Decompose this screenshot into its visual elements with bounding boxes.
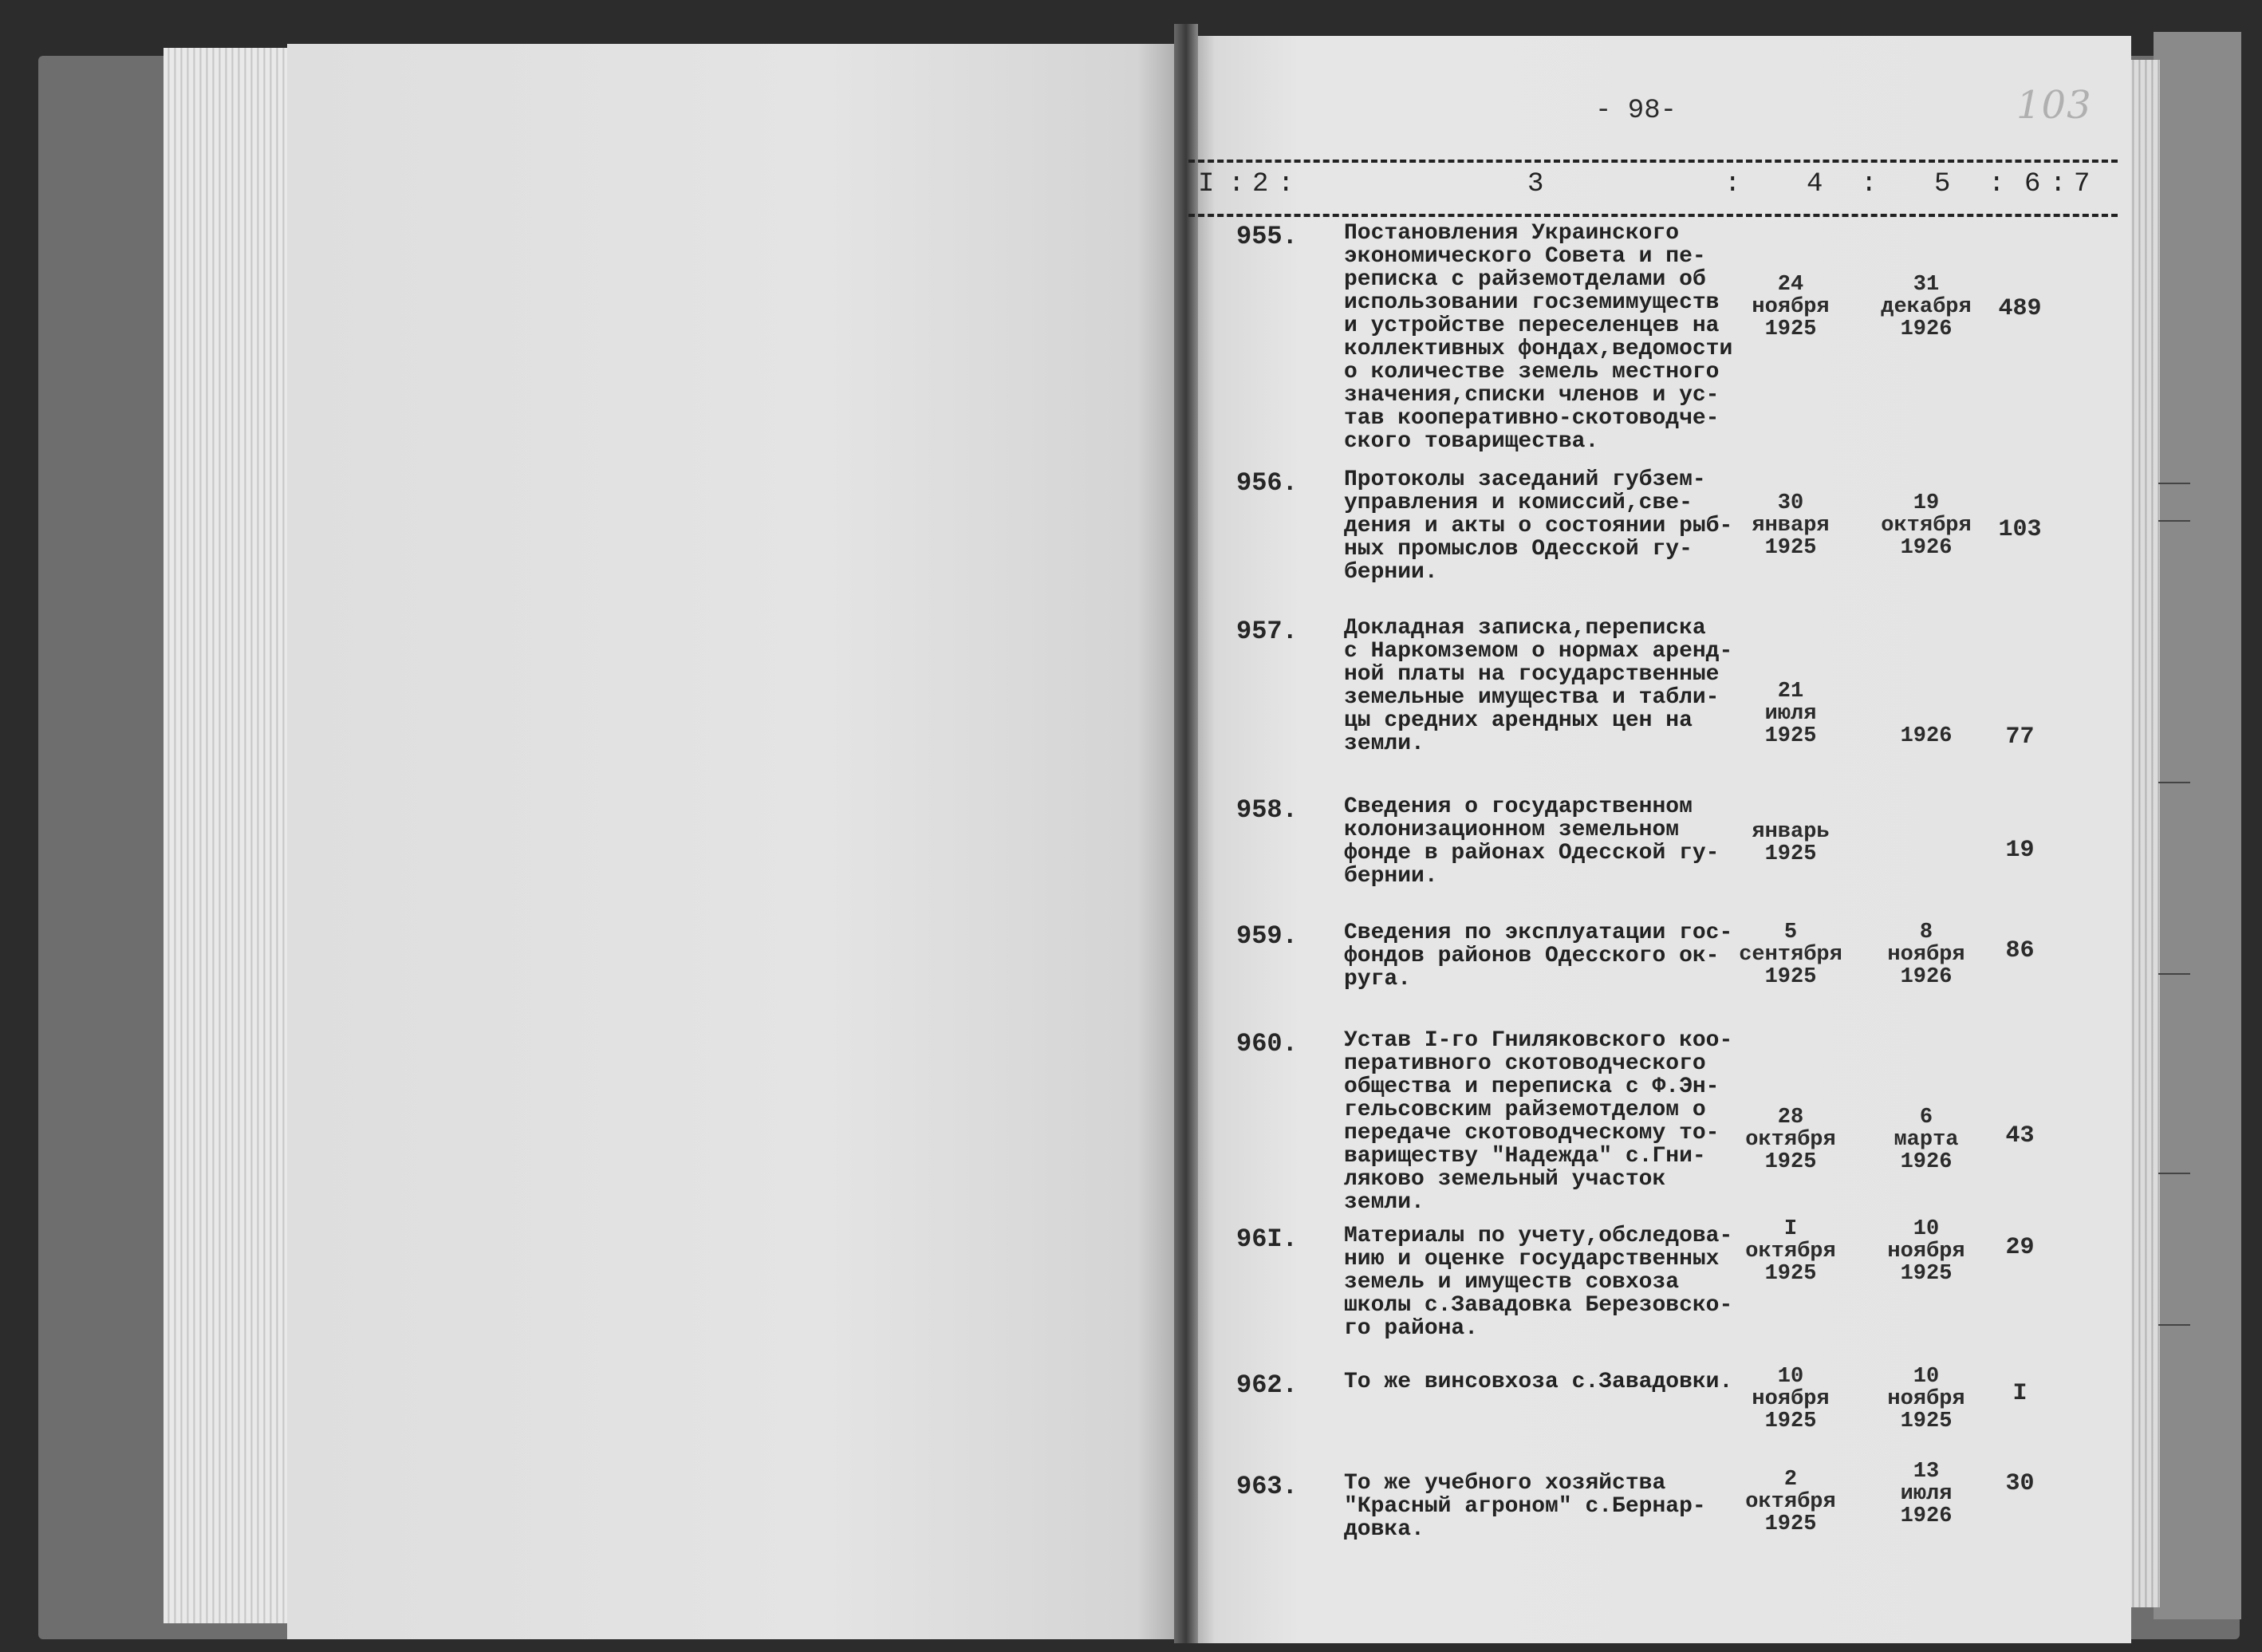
- entry-title: Сведения о государственном колонизационном земельном фонде в районах Одесской гу- бернии.: [1344, 794, 1720, 889]
- entry-end-date: 8 ноября 1926: [1887, 921, 1965, 989]
- entry-start-date: 5 сентября 1925: [1739, 921, 1842, 989]
- entry-sheet-count: 30: [2005, 1470, 2035, 1497]
- cover-edge: [2154, 32, 2241, 1619]
- entry-end-date: 19 октября 1926: [1881, 491, 1972, 560]
- col-header-1: I: [1198, 169, 1215, 199]
- entry-start-date: январь 1925: [1752, 820, 1830, 866]
- margin-mark: [2158, 973, 2190, 975]
- entry-number: 962.: [1236, 1370, 1298, 1400]
- entry-number: 955.: [1236, 222, 1298, 251]
- entry-start-date: 24 ноября 1925: [1752, 273, 1830, 341]
- entry-title: Докладная записка,переписка с Наркомземом о нормах аренд- ной платы на государственные земельные имущества и табли- цы средних арендных цен на земли.: [1344, 616, 1733, 756]
- col-header-5: 5: [1934, 169, 1951, 199]
- entry-number: 963.: [1236, 1472, 1298, 1501]
- entry-sheet-count: 489: [1998, 295, 2042, 322]
- entry-title: То же винсовхоза с.Завадовки.: [1344, 1370, 1733, 1394]
- entry-sheet-count: 77: [2005, 723, 2035, 751]
- entry-number: 960.: [1236, 1029, 1298, 1059]
- entry-end-date: 13 июля 1926: [1900, 1460, 1953, 1528]
- entry-start-date: 21 июля 1925: [1764, 680, 1817, 748]
- header-bottom-rule: [1188, 214, 2118, 217]
- blank-left-page: [287, 44, 1182, 1639]
- entry-end-date: 1926: [1900, 724, 1953, 748]
- col-sep: :: [1861, 169, 1878, 199]
- entry-end-date: 6 марта 1926: [1894, 1106, 1959, 1174]
- entry-title: Постановления Украинского экономического Совета и пе- реписка с райземотделами об использовании госземимуществ и устройстве переселенцев на коллективных фондах,ведомости о количестве земель местного значения,списки членов и ус- тав кооперативно-скотоводче- ского товарищества.: [1344, 221, 1733, 454]
- col-sep: :: [2050, 169, 2067, 199]
- entry-sheet-count: 29: [2005, 1234, 2035, 1261]
- entry-start-date: 28 октября 1925: [1745, 1106, 1836, 1174]
- entry-title: То же учебного хозяйства "Красный агроном" с.Бернар- довка.: [1344, 1471, 1706, 1542]
- col-header-6: 6: [2024, 169, 2041, 199]
- entry-number: 96I.: [1236, 1224, 1298, 1254]
- book-spine: [1174, 24, 1198, 1643]
- entry-title: Протоколы заседаний губзем- управления и комиссий,све- дения и акты о состоянии рыб- ных промыслов Одесской гу- бернии.: [1344, 467, 1733, 585]
- entry-sheet-count: 86: [2005, 937, 2035, 964]
- entry-title: Сведения по эксплуатации гос- фондов районов Одесского ок- руга.: [1344, 921, 1733, 992]
- entry-number: 959.: [1236, 921, 1298, 951]
- margin-mark: [2158, 520, 2190, 522]
- margin-mark: [2158, 1173, 2190, 1174]
- entry-sheet-count: 19: [2005, 837, 2035, 864]
- entry-number: 958.: [1236, 795, 1298, 825]
- entry-start-date: 10 ноября 1925: [1752, 1365, 1830, 1433]
- margin-mark: [2158, 782, 2190, 783]
- margin-mark: [2158, 483, 2190, 484]
- entry-title: Устав I-го Гниляковского коо- перативного скотоводческого общества и переписка с Ф.Эн- гельсовским райземотделом о передаче скотоводческому то- вариществу "Надежда" с.Гни- ляково земельный участок земли.: [1344, 1028, 1733, 1215]
- header-top-rule: [1188, 160, 2118, 163]
- entry-end-date: 10 ноября 1925: [1887, 1217, 1965, 1286]
- entry-number: 956.: [1236, 468, 1298, 498]
- archive-sheet-number: 103: [2016, 83, 2092, 128]
- page-number: - 98-: [1595, 96, 1677, 126]
- column-header-row: [1188, 168, 2118, 206]
- col-sep: :: [1988, 169, 2005, 199]
- entry-sheet-count: 43: [2005, 1122, 2035, 1149]
- entry-number: 957.: [1236, 617, 1298, 646]
- entry-start-date: 2 октября 1925: [1745, 1468, 1836, 1536]
- entry-sheet-count: I: [2012, 1380, 2028, 1407]
- entry-end-date: 31 декабря 1926: [1881, 273, 1972, 341]
- col-sep: :: [1228, 169, 1245, 199]
- col-sep: :: [1278, 169, 1295, 199]
- margin-mark: [2158, 1324, 2190, 1326]
- col-header-3: 3: [1527, 169, 1544, 199]
- col-header-4: 4: [1807, 169, 1823, 199]
- col-header-7: 7: [2074, 169, 2091, 199]
- page-stack-left: [164, 48, 299, 1623]
- entry-sheet-count: 103: [1998, 516, 2042, 543]
- entry-title: Материалы по учету,обследова- нию и оценке государственных земель и имуществ совхоза школы с.Завадовка Березовско- го района.: [1344, 1224, 1733, 1341]
- entry-start-date: 30 января 1925: [1752, 491, 1830, 560]
- entry-end-date: 10 ноября 1925: [1887, 1365, 1965, 1433]
- entry-start-date: I октября 1925: [1745, 1217, 1836, 1286]
- col-sep: :: [1724, 169, 1741, 199]
- col-header-2: 2: [1252, 169, 1269, 199]
